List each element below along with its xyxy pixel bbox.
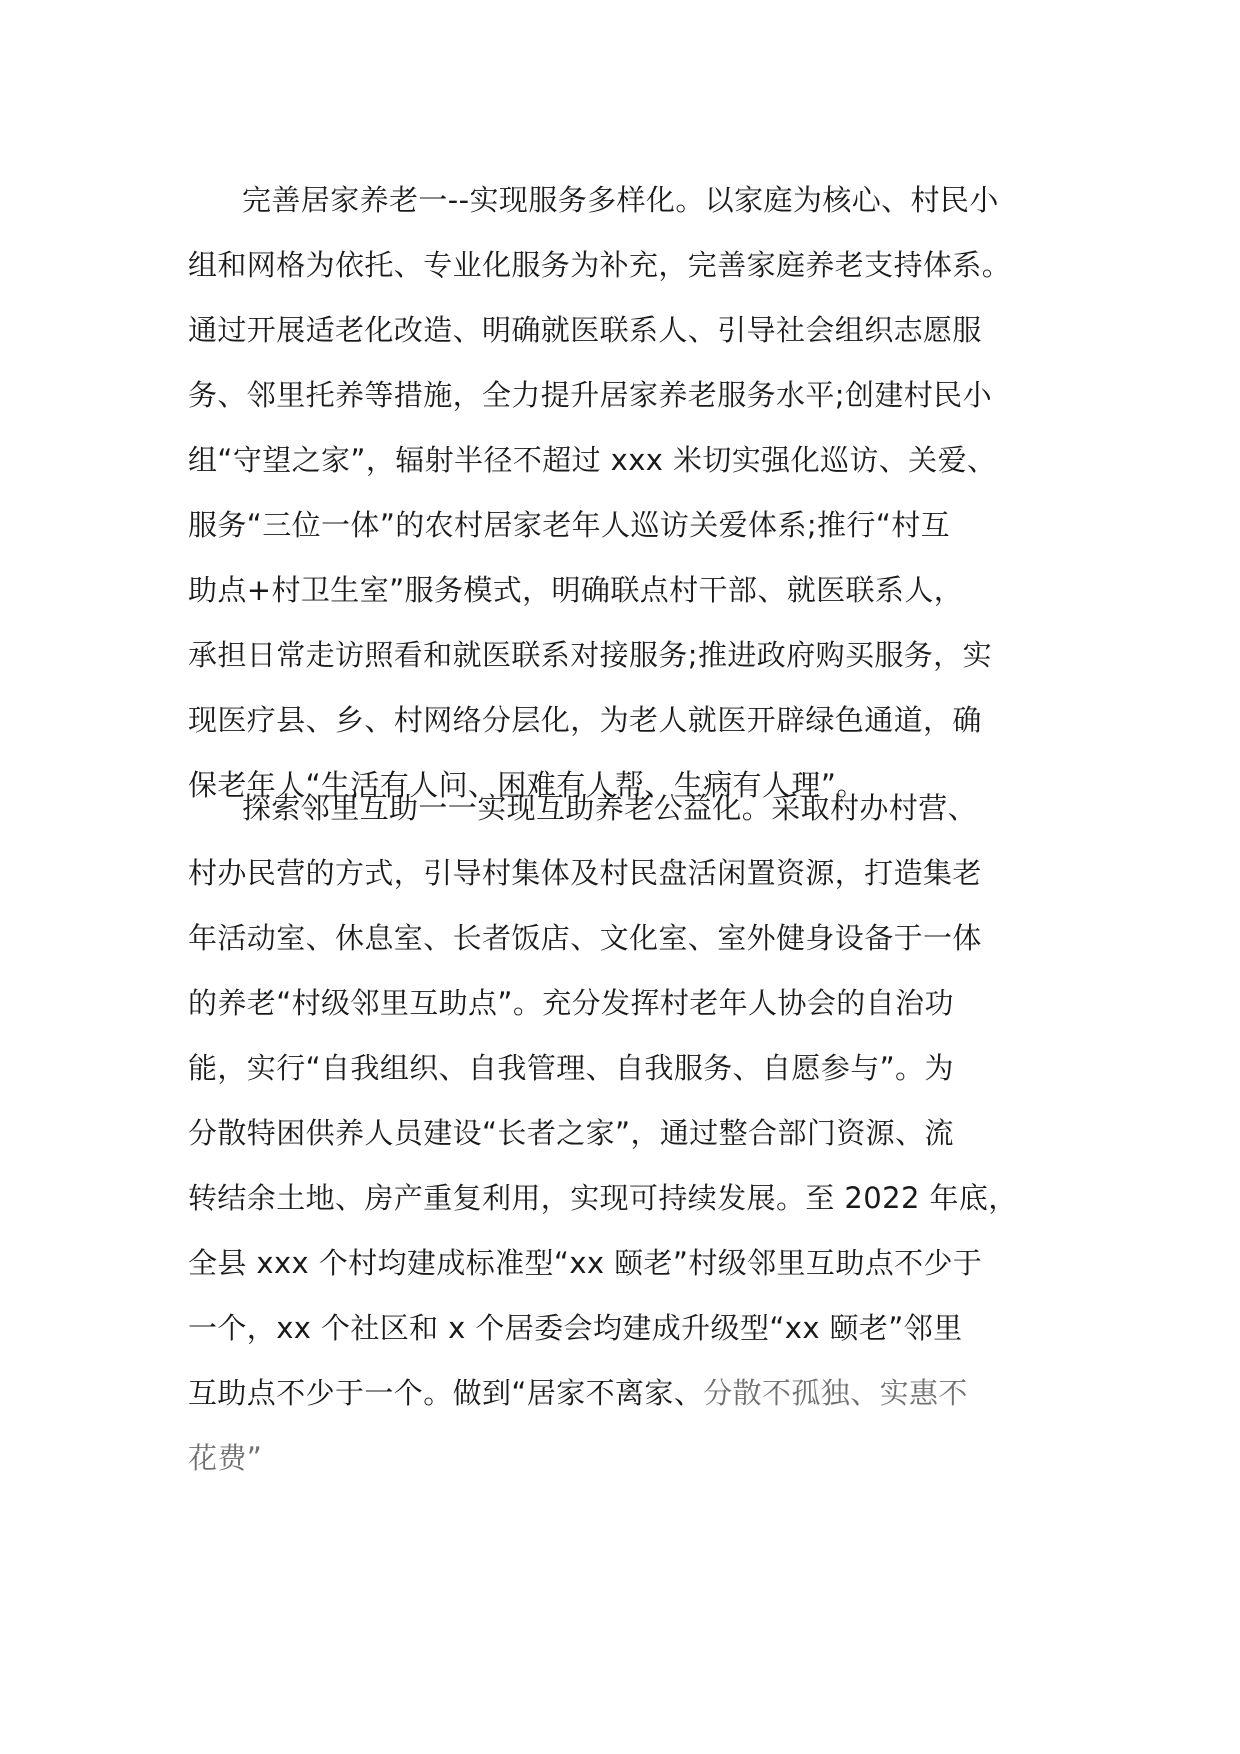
text-line: 村办民营的方式，引导村集体及村民盘活闲置资源，打造集老 [188, 856, 982, 890]
text-line: 助点+村卫生室”服务模式，明确联点村干部、就医联系人， [188, 573, 964, 607]
text-line: 年活动室、休息室、长者饭店、文化室、室外健身设备于一体 [188, 921, 982, 955]
paragraph-neighborhood-mutual-aid [188, 776, 1088, 1491]
text-line: 一个，xx 个社区和 x 个居委会均建成升级型“xx 颐老”邻里 [188, 1311, 963, 1345]
paragraph-home-elderly-care [188, 168, 1088, 818]
text-line: 服务“三位一体”的农村居家老年人巡访关爱体系;推行“村互 [188, 508, 951, 542]
text-line: 分散特困供养人员建设“长者之家”，通过整合部门资源、流 [188, 1116, 954, 1150]
text-line [188, 1361, 1088, 1426]
faded-text-line: 花费” [188, 1441, 263, 1475]
text-line: 的养老“村级邻里互助点”。充分发挥村老年人协会的自治功 [188, 986, 954, 1020]
text-segment: 互助点不少于一个。做到“居家不离家、 [188, 1376, 704, 1410]
text-line: 探索邻里互助一一实现互助养老公益化。采取村办村营、 [242, 791, 978, 825]
text-line: 现医疗县、乡、村网络分层化，为老人就医开辟绿色通道，确 [188, 703, 982, 737]
text-line: 务、邻里托养等措施，全力提升居家养老服务水平;创建村民小 [188, 378, 992, 412]
text-line: 承担日常走访照看和就医联系对接服务;推进政府购买服务，实 [188, 638, 992, 672]
text-line: 能，实行“自我组织、自我管理、自我服务、自愿参与”。为 [188, 1051, 954, 1085]
text-line: 保老年人“生活有人问、困难有人帮、生病有人理”。 [188, 768, 866, 802]
text-line: 完善居家养老一--实现服务多样化。以家庭为核心、村民小 [242, 183, 999, 217]
text-line: 通过开展适老化改造、明确就医联系人、引导社会组织志愿服 [188, 313, 982, 347]
text-line: 全县 xxx 个村均建成标准型“xx 颐老”村级邻里互助点不少于 [188, 1246, 983, 1280]
text-line: 组“守望之家”，辐射半径不超过 xxx 米切实强化巡访、关爱、 [188, 443, 997, 477]
text-line: 转结余土地、房产重复利用，实现可持续发展。至 2022 年底， [188, 1181, 1018, 1215]
text-line: 组和网格为依托、专业化服务为补充，完善家庭养老支持体系。 [188, 248, 1012, 282]
faded-text-segment: 分散不孤独、实惠不 [703, 1376, 968, 1410]
